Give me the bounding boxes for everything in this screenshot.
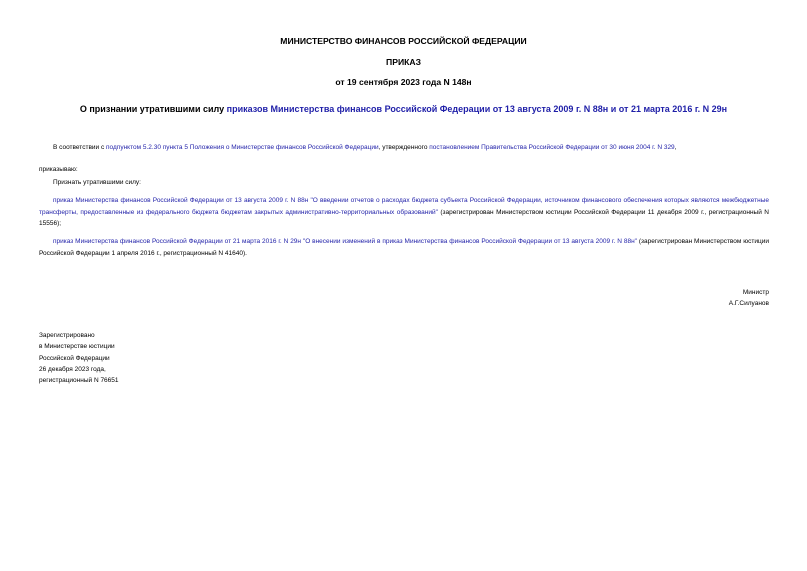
government-decree-link[interactable]: постановлением Правительства Российской Федерации от 30 июня 2004 г. N 329 [429, 144, 675, 151]
registration-line: в Министерстве юстиции [39, 343, 115, 351]
registration-line: 26 декабря 2023 года, [39, 365, 106, 373]
repealed-item-2-tail: (зарегистрирован Министерством юстиции Российской Федерации 1 апреля 2016 г., регистрационный N 41640). [39, 238, 769, 257]
order-29n-link[interactable]: приказ Министерства финансов Российской Федерации от 21 марта 2016 г. N 29н "О внесении изменений в приказ Министерства финансов Российской Федерации от 13 августа 2009 г. N 88н" [53, 238, 637, 245]
basis-text-2: , утвержденного [378, 144, 430, 151]
signature-position: Министр [742, 289, 769, 296]
document-type-heading: ПРИКАЗ [386, 57, 421, 67]
order-word: приказываю: [39, 166, 78, 173]
repealed-item-1-tail: (зарегистрирован Министерством юстиции Российской Федерации 11 декабря 2009 г., регистрационный N 15556); [39, 208, 769, 227]
registration-line: регистрационный N 76651 [39, 377, 119, 385]
repealed-item-2 [39, 236, 769, 259]
regulation-link[interactable]: подпунктом 5.2.30 пункта 5 Положения о Министерстве финансов Российской Федерации [106, 144, 379, 151]
order-88n-link[interactable]: приказ Министерства финансов Российской Федерации от 13 августа 2009 г. N 88н "О введении отчетов о расходах бюджета субъекта Российской Федерации, источником финансового обеспечения которых являются межбюджетные трансферты, предоставленные из федерального бюджета бюджетам закрытых административно-территориальных образований" [39, 197, 769, 216]
basis-paragraph [39, 142, 769, 154]
ministry-heading: МИНИСТЕРСТВО ФИНАНСОВ РОССИЙСКОЙ ФЕДЕРАЦИИ [280, 36, 527, 46]
registration-line: Зарегистрировано [39, 332, 95, 339]
document-title-link[interactable]: приказов Министерства финансов Российской Федерации от 13 августа 2009 г. N 88н и от 21 марта 2016 г. N 29н [226, 104, 728, 114]
basis-text-3: , [674, 144, 677, 151]
document-title-prefix: О признании утратившими силу [79, 104, 227, 114]
document-date-number: от 19 сентября 2023 года N 148н [335, 77, 472, 87]
registration-line: Российской Федерации [39, 354, 110, 362]
declare-paragraph: Признать утратившими силу: [53, 179, 141, 186]
repealed-item-1 [39, 195, 769, 230]
registration-block [39, 330, 119, 386]
basis-text-1: В соответствии с [53, 144, 107, 151]
signature-name: А.Г.Силуанов [728, 300, 769, 307]
document-title [0, 104, 807, 114]
